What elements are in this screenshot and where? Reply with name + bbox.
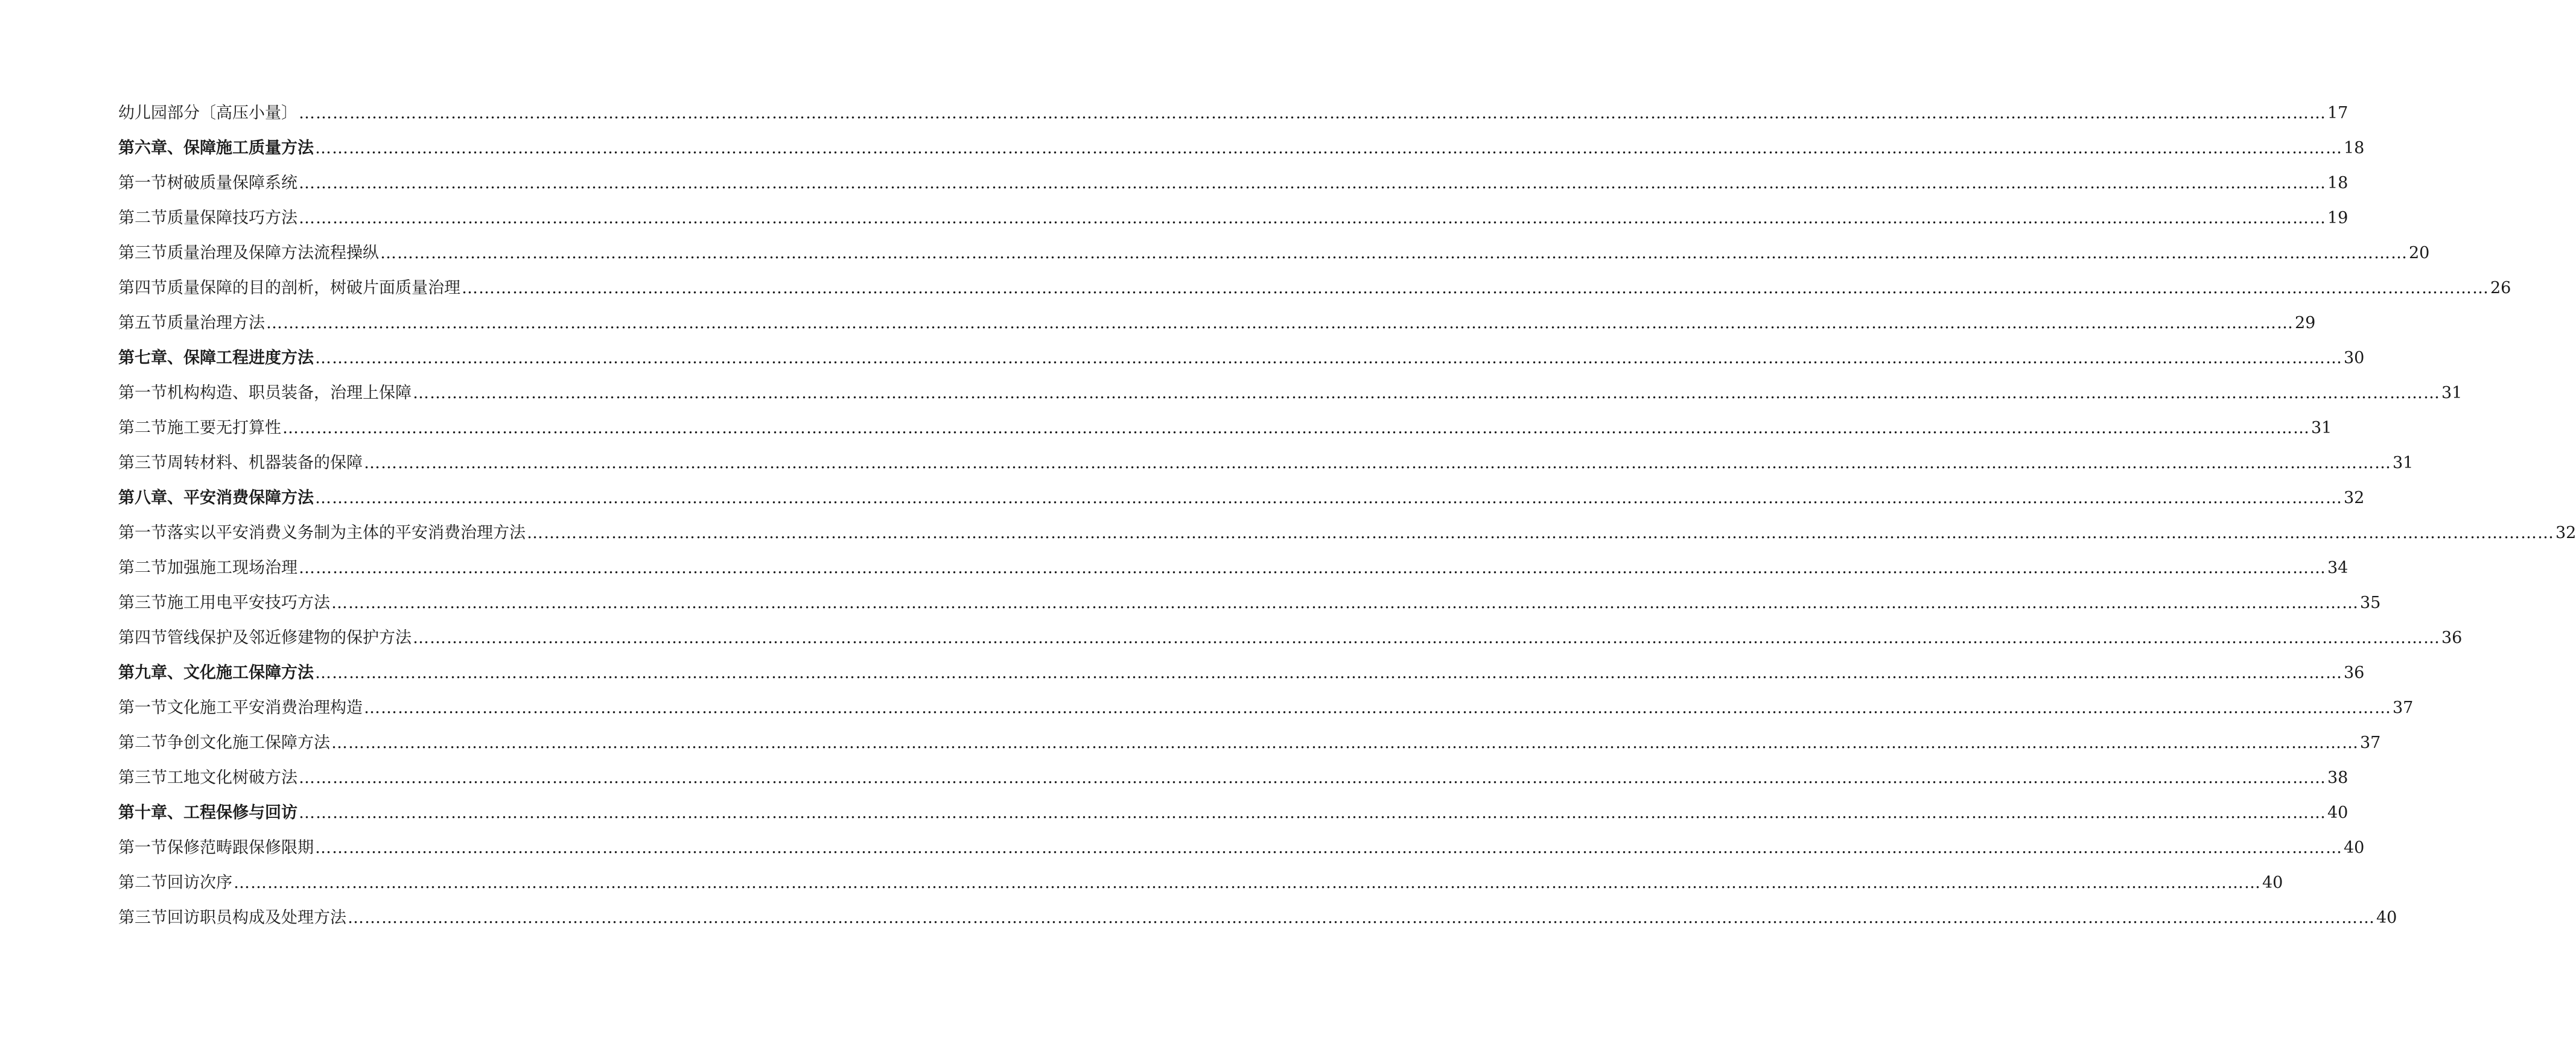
toc-leader-dots: ……………………………………………………………………………………………………………………………………………………………………………………………………………………………………………………………………………………………………………………………… — [299, 559, 2326, 577]
toc-leader-dots: ……………………………………………………………………………………………………………………………………………………………………………………………………………………………………………………………………………………………………………………………… — [299, 803, 2326, 822]
toc-chapter — [118, 801, 2349, 825]
toc-leader-dots: ……………………………………………………………………………………………………………………………………………………………………………………………………………………………………………………………………………………………………………………………… — [299, 104, 2326, 122]
toc-chapter-page: 30 — [2344, 349, 2365, 367]
toc-entry — [118, 311, 2316, 335]
toc-leader-dots: ……………………………………………………………………………………………………………………………………………………………………………………………………………………………………………………………………………………………………………………………… — [234, 873, 2261, 892]
toc-entry-title: 第二节回访次序 — [118, 873, 232, 892]
toc-leader-dots: ……………………………………………………………………………………………………………………………………………………………………………………………………………………………………………………………………………………………………………………………… — [331, 594, 2359, 612]
toc-entry-title: 第三节质量治理及保障方法流程操纵 — [118, 244, 379, 262]
toc-entry — [118, 696, 2414, 720]
toc-entry — [118, 556, 2349, 580]
toc-entry-title: 第四节质量保障的目的剖析，树破片面质量治理 — [118, 279, 460, 297]
toc-entry-page: 31 — [2311, 419, 2332, 437]
toc-entry-page: 40 — [2344, 838, 2365, 857]
toc-leader-dots: ……………………………………………………………………………………………………………………………………………………………………………………………………………………………………………………………………………………………………………………………… — [364, 454, 2391, 472]
toc-entry — [118, 521, 2576, 545]
toc-chapter — [118, 661, 2365, 685]
toc-chapter-title: 第八章、平安消费保障方法 — [118, 489, 314, 507]
toc-entry-page: 37 — [2360, 733, 2381, 752]
toc-entry-title: 第三节周转材料、机器装备的保障 — [118, 454, 363, 472]
toc-chapter-page: 36 — [2344, 664, 2365, 682]
toc-entry-title: 第一节落实以平安消费义务制为主体的平安消费治理方法 — [118, 524, 526, 542]
toc-chapter — [118, 136, 2365, 160]
toc-leader-dots: ……………………………………………………………………………………………………………………………………………………………………………………………………………………………………………………………………………………………………………………………… — [282, 419, 2310, 437]
toc-chapter-page: 40 — [2327, 803, 2349, 822]
toc-chapter — [118, 486, 2365, 510]
toc-leader-dots: ……………………………………………………………………………………………………………………………………………………………………………………………………………………………………………………………………………………………………………………………… — [380, 244, 2408, 262]
toc-entry-page: 37 — [2393, 698, 2414, 717]
toc-chapter — [118, 346, 2365, 370]
toc-entry-page: 40 — [2262, 873, 2283, 892]
toc-leader-dots: ……………………………………………………………………………………………………………………………………………………………………………………………………………………………………………………………………………………………………………………………… — [413, 384, 2440, 402]
toc-leader-dots: ……………………………………………………………………………………………………………………………………………………………………………………………………………………………………………………………………………………………………………………………… — [315, 139, 2342, 157]
toc-entry-title: 第二节争创文化施工保障方法 — [118, 733, 330, 752]
toc-entry-page: 38 — [2327, 768, 2349, 787]
toc-entry — [118, 416, 2332, 440]
toc-entry-page: 19 — [2327, 209, 2349, 227]
toc-entry — [118, 766, 2349, 790]
toc-chapter-title: 第六章、保障施工质量方法 — [118, 139, 314, 157]
toc-entry — [118, 101, 2349, 125]
toc-entry — [118, 381, 2463, 405]
toc-leader-dots: ……………………………………………………………………………………………………………………………………………………………………………………………………………………………………………………………………………………………………………………………… — [413, 629, 2440, 647]
toc-entry-page: 34 — [2327, 559, 2349, 577]
toc-leader-dots: ……………………………………………………………………………………………………………………………………………………………………………………………………………………………………………………………………………………………………………………………… — [364, 698, 2391, 717]
toc-chapter-page: 18 — [2344, 139, 2365, 157]
toc-entry-title: 第一节树破质量保障系统 — [118, 174, 297, 192]
toc-leader-dots: ……………………………………………………………………………………………………………………………………………………………………………………………………………………………………………………………………………………………………………………………… — [299, 768, 2326, 787]
toc-entry — [118, 731, 2381, 755]
toc-entry-page: 26 — [2490, 279, 2511, 297]
toc-entry-title: 第五节质量治理方法 — [118, 314, 265, 332]
toc-entry-title: 第一节保修范畴跟保修限期 — [118, 838, 314, 857]
toc-entry-page: 17 — [2327, 104, 2349, 122]
toc-leader-dots: ……………………………………………………………………………………………………………………………………………………………………………………………………………………………………………………………………………………………………………………………… — [462, 279, 2489, 297]
toc-entry-title: 第一节文化施工平安消费治理构造 — [118, 698, 363, 717]
toc-entry-title: 幼儿园部分〔高压小量〕 — [118, 104, 297, 122]
toc-leader-dots: ……………………………………………………………………………………………………………………………………………………………………………………………………………………………………………………………………………………………………………………………… — [348, 908, 2375, 927]
toc-entry-title: 第二节质量保障技巧方法 — [118, 209, 297, 227]
toc-entry-title: 第四节管线保护及邻近修建物的保护方法 — [118, 629, 412, 647]
toc-leader-dots: ……………………………………………………………………………………………………………………………………………………………………………………………………………………………………………………………………………………………………………………………… — [315, 664, 2342, 682]
toc-entry-page: 35 — [2360, 594, 2381, 612]
toc-chapter-title: 第七章、保障工程进度方法 — [118, 349, 314, 367]
toc-entry-page: 32 — [2555, 524, 2576, 542]
toc-entry-page: 36 — [2441, 629, 2463, 647]
toc-entry-title: 第三节施工用电平安技巧方法 — [118, 594, 330, 612]
toc-entry-page: 40 — [2376, 908, 2397, 927]
toc-entry-title: 第二节加强施工现场治理 — [118, 559, 297, 577]
toc-leader-dots: ……………………………………………………………………………………………………………………………………………………………………………………………………………………………………………………………………………………………………………………………… — [527, 524, 2554, 542]
toc-leader-dots: ……………………………………………………………………………………………………………………………………………………………………………………………………………………………………………………………………………………………………………………………… — [315, 838, 2342, 857]
toc-chapter-page: 32 — [2344, 489, 2365, 507]
toc-entry-title: 第一节机构构造、职员装备，治理上保障 — [118, 384, 412, 402]
toc-entry — [118, 171, 2349, 195]
toc-chapter-title: 第九章、文化施工保障方法 — [118, 664, 314, 682]
toc-entry-title: 第二节施工要无打算性 — [118, 419, 281, 437]
toc-leader-dots: ……………………………………………………………………………………………………………………………………………………………………………………………………………………………………………………………………………………………………………………………… — [331, 733, 2359, 752]
toc-entry — [118, 591, 2381, 615]
toc-entry-page: 31 — [2441, 384, 2463, 402]
toc-entry-title: 第三节回访职员构成及处理方法 — [118, 908, 346, 927]
toc-entry — [118, 241, 2430, 265]
toc-entry-page: 29 — [2295, 314, 2316, 332]
toc-entry — [118, 626, 2463, 650]
toc-entry-page: 18 — [2327, 174, 2349, 192]
toc-entry-page: 20 — [2409, 244, 2430, 262]
toc-leader-dots: ……………………………………………………………………………………………………………………………………………………………………………………………………………………………………………………………………………………………………………………………… — [266, 314, 2294, 332]
toc-leader-dots: ……………………………………………………………………………………………………………………………………………………………………………………………………………………………………………………………………………………………………………………………… — [299, 209, 2326, 227]
toc-leader-dots: ……………………………………………………………………………………………………………………………………………………………………………………………………………………………………………………………………………………………………………………………… — [315, 489, 2342, 507]
toc-entry — [118, 451, 2414, 475]
toc-entry — [118, 906, 2397, 930]
toc-entry-title: 第三节工地文化树破方法 — [118, 768, 297, 787]
toc-entry — [118, 276, 2511, 300]
toc-entry — [118, 206, 2349, 230]
toc-leader-dots: ……………………………………………………………………………………………………………………………………………………………………………………………………………………………………………………………………………………………………………………………… — [315, 349, 2342, 367]
toc-entry-page: 31 — [2393, 454, 2414, 472]
toc-chapter-title: 第十章、工程保修与回访 — [118, 803, 297, 822]
toc-entry — [118, 836, 2365, 860]
toc-entry — [118, 871, 2283, 895]
toc-leader-dots: ……………………………………………………………………………………………………………………………………………………………………………………………………………………………………………………………………………………………………………………………… — [299, 174, 2326, 192]
